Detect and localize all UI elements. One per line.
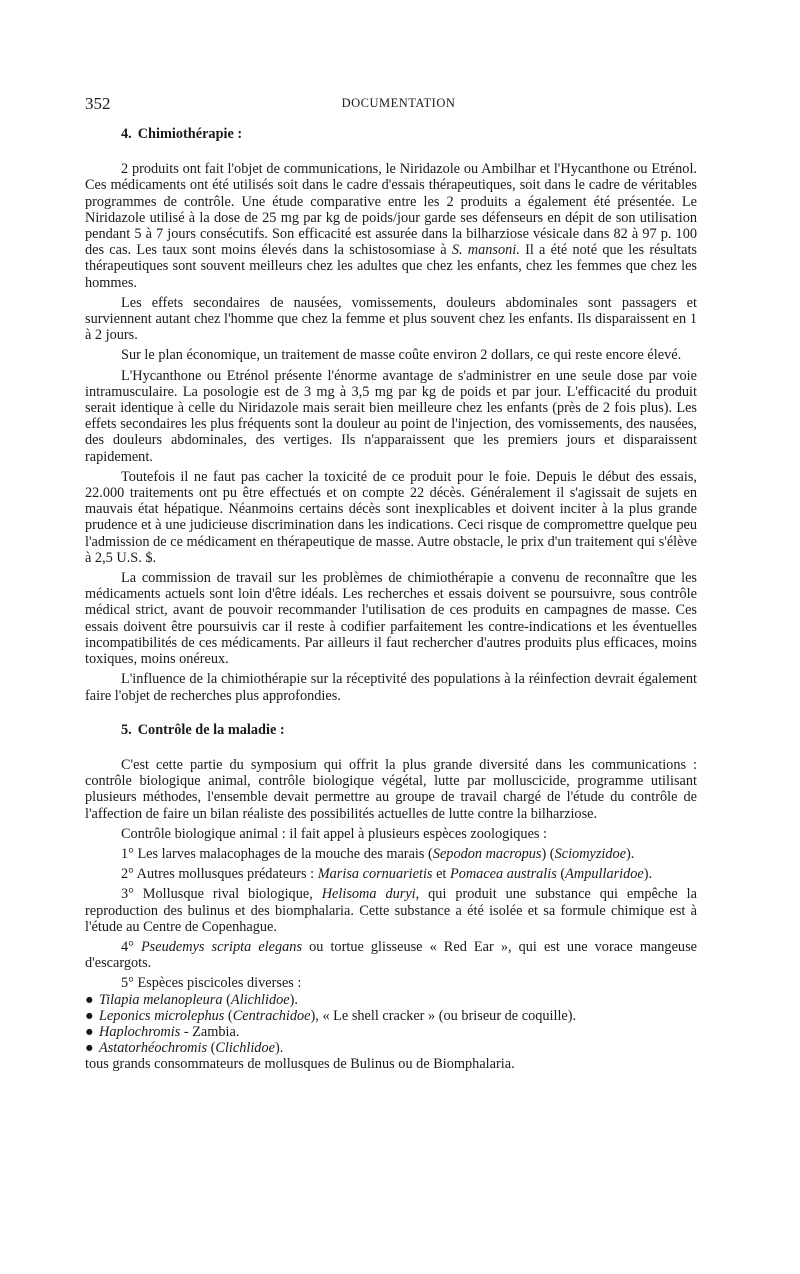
paragraph: Toutefois il ne faut pas cacher la toxicité de ce produit pour le foie. Depuis le début des essais, 22.000 traitements ont pu être effectués et on compte 22 décès. Généralement il s'agissait de sujets en mauvais état hépatique. Néanmoins certains décès sont inexplicables et doivent inciter à la plus grande prudence et à une judicieuse discrimination dans les indications. Ceci risque de compromettre quelque peu l'admission de ce médicament en thérapeutique de masse. Autre obstacle, le prix d'un traitement qui s'élève à 2,5 U.S. $. — [85, 468, 697, 566]
section-title: Contrôle de la maladie : — [137, 721, 285, 738]
bullet-icon: ● — [85, 1040, 94, 1057]
family-name: Alichlidoe — [230, 991, 290, 1008]
species-name: Pomacea australis — [449, 866, 557, 883]
section-number: 4. — [121, 126, 132, 142]
item-text: ( — [556, 866, 566, 883]
bullet-icon: ● — [85, 991, 94, 1008]
item-text: ( — [207, 1040, 216, 1057]
bullet-icon: ● — [85, 1007, 94, 1024]
family-name: Ampullaridoe — [565, 866, 644, 883]
item-text: - Zambia. — [180, 1023, 240, 1040]
family-name: Sciomyzidoe — [554, 845, 627, 862]
list-item — [85, 846, 697, 862]
item-text: , qui produit une substance qui empêche la reproduction des bulinus et des biomphalaria. Cette substance a été isolée et sa formule chimique est à l'étude au Centre de Copenhague. — [85, 886, 697, 935]
paragraph: Contrôle biologique animal : il fait appel à plusieurs espèces zoologiques : — [121, 825, 548, 842]
document-body — [85, 126, 697, 1077]
item-text: 3° Mollusque rival biologique, — [121, 886, 322, 903]
item-text: ). — [626, 845, 635, 862]
paragraph: tous grands consommateurs de mollusques de Bulinus ou de Biomphalaria. — [85, 1056, 515, 1073]
bullet-item — [85, 1007, 697, 1024]
item-text: ( — [224, 1007, 233, 1024]
species-name: Astatorhéochromis — [99, 1040, 208, 1057]
section-heading-controle — [121, 722, 697, 738]
family-name: Clichlidoe — [215, 1040, 275, 1057]
item-text: 2° Autres mollusques prédateurs : — [121, 866, 318, 883]
paragraph: Sur le plan économique, un traitement de masse coûte environ 2 dollars, ce qui reste encore élevé. — [121, 347, 682, 364]
item-text: et — [432, 866, 450, 883]
species-name: Marisa cornuarietis — [317, 866, 433, 883]
bullet-item — [85, 1040, 697, 1057]
list-item — [85, 886, 697, 935]
item-text: ) ( — [541, 845, 555, 862]
species-name: Pseudemys scripta elegans — [140, 938, 303, 955]
section-title: Chimiothérapie : — [137, 126, 243, 142]
item-text: ou tortue glisseuse « Red Ear », qui est une vorace mangeuse d'escargots. — [85, 938, 697, 972]
paragraph: L'influence de la chimiothérapie sur la réceptivité des populations à la réinfection devrait également faire l'objet de recherches plus approfondies. — [85, 671, 697, 704]
species-name: S. mansoni. — [451, 242, 520, 259]
species-name: Tilapia melanopleura — [99, 991, 223, 1008]
section-number: 5. — [121, 721, 132, 738]
page-header — [85, 94, 712, 116]
page-number: 352 — [85, 94, 111, 113]
paragraph: C'est cette partie du symposium qui offrit la plus grande diversité dans les communications : contrôle biologique animal, contrôle biologique végétal, lutte par molluscicide, programme utilisant plusieurs méthodes, l'ensemble devait permettre au groupe de travail chargé de l'étude du contrôle de l'affection de faire un bilan réaliste des possibilités actuelles de lutte contre la bilharziose. — [85, 756, 697, 822]
paragraph: La commission de travail sur les problèmes de chimiothérapie a convenu de reconnaître que les médicaments actuels sont loin d'être idéals. Les recherches et essais doivent se poursuivre, sous contrôle médical strict, avant de pouvoir recommander l'utilisation de ces produits en campagnes de masse. Ces essais doivent être poursuivis car il reste à codifier parfaitement les contre-indications et les éventuelles incompatibilités de ces médicaments. Par ailleurs il faut rechercher d'autres produits plus efficaces, moins toxiques, moins onéreux. — [85, 570, 697, 668]
paragraph-text: 2 produits ont fait l'objet de communications, le Niridazole ou Ambilhar et l'Hycanthone ou Etrénol. Ces médicaments ont été utilisés soit dans le cadre d'essais thérapeutiques, soit dans le cadre de véritables programmes de contrôle. Une étude comparative entre les 2 produits a également été présentée. Le Niridazole utilisé à la dose de 25 mg par kg de poids/jour garde ses défenseurs en dépit de son utilisation pendant 5 à 7 jours consécutifs. Son efficacité est assurée dans la bilharziose vésicale dans 82 à 97 p. 100 des cas. Les taux sont moins élevés dans la schistosomiase à — [85, 161, 697, 259]
family-name: Centrachidoe — [232, 1007, 311, 1024]
species-name: Leponics microlephus — [99, 1007, 225, 1024]
item-text: ). — [643, 866, 653, 883]
bullet-item — [85, 991, 697, 1008]
section-heading-chimiotherapie — [121, 126, 697, 142]
paragraph-text: Il a été noté que les résultats thérapeutiques sont souvent meilleurs chez les adultes que chez les enfants, chez les femmes que chez les hommes. — [85, 242, 697, 291]
species-name: Haplochromis — [99, 1023, 181, 1040]
item-text: ( — [222, 991, 231, 1008]
paragraph: Les effets secondaires de nausées, vomissements, douleurs abdominales sont passagers et surviennent autant chez l'homme que chez la femme et plus souvent chez les enfants. Ils disparaissent en 1 à 2 jours. — [85, 294, 697, 344]
list-item — [85, 939, 697, 971]
item-text: 1° Les larves malacophages de la mouche des marais ( — [121, 845, 433, 862]
paragraph — [85, 161, 697, 291]
paragraph: L'Hycanthone ou Etrénol présente l'énorme avantage de s'administrer en une seule dose par voie intramusculaire. La posologie est de 3 mg à 3,5 mg par kg de poids et par jour. L'efficacité du produit serait identique à celle du Niridazole mais serait bien meilleure chez les enfants (près de 2 fois plus). Les effets secondaires les plus fréquents sont la douleur au point de l'injection, des vomissements, des nausées, des douleurs abdominales, des vertiges. Ils n'apparaissent que les premiers jours et disparaissent rapidement. — [85, 367, 697, 465]
item-text: ), « Le shell cracker » (ou briseur de coquille). — [310, 1007, 577, 1024]
species-name: Helisoma duryi — [321, 886, 416, 903]
item-text: 4° — [121, 938, 141, 955]
bullet-item — [85, 1023, 697, 1040]
bullet-icon: ● — [85, 1023, 94, 1040]
running-title: DOCUMENTATION — [341, 96, 456, 110]
list-item — [85, 866, 697, 882]
item-text: ). — [289, 991, 298, 1008]
item-text: ). — [274, 1040, 284, 1057]
species-name: Sepodon macropus — [432, 845, 542, 862]
list-item: 5° Espèces piscicoles diverses : — [121, 975, 302, 992]
